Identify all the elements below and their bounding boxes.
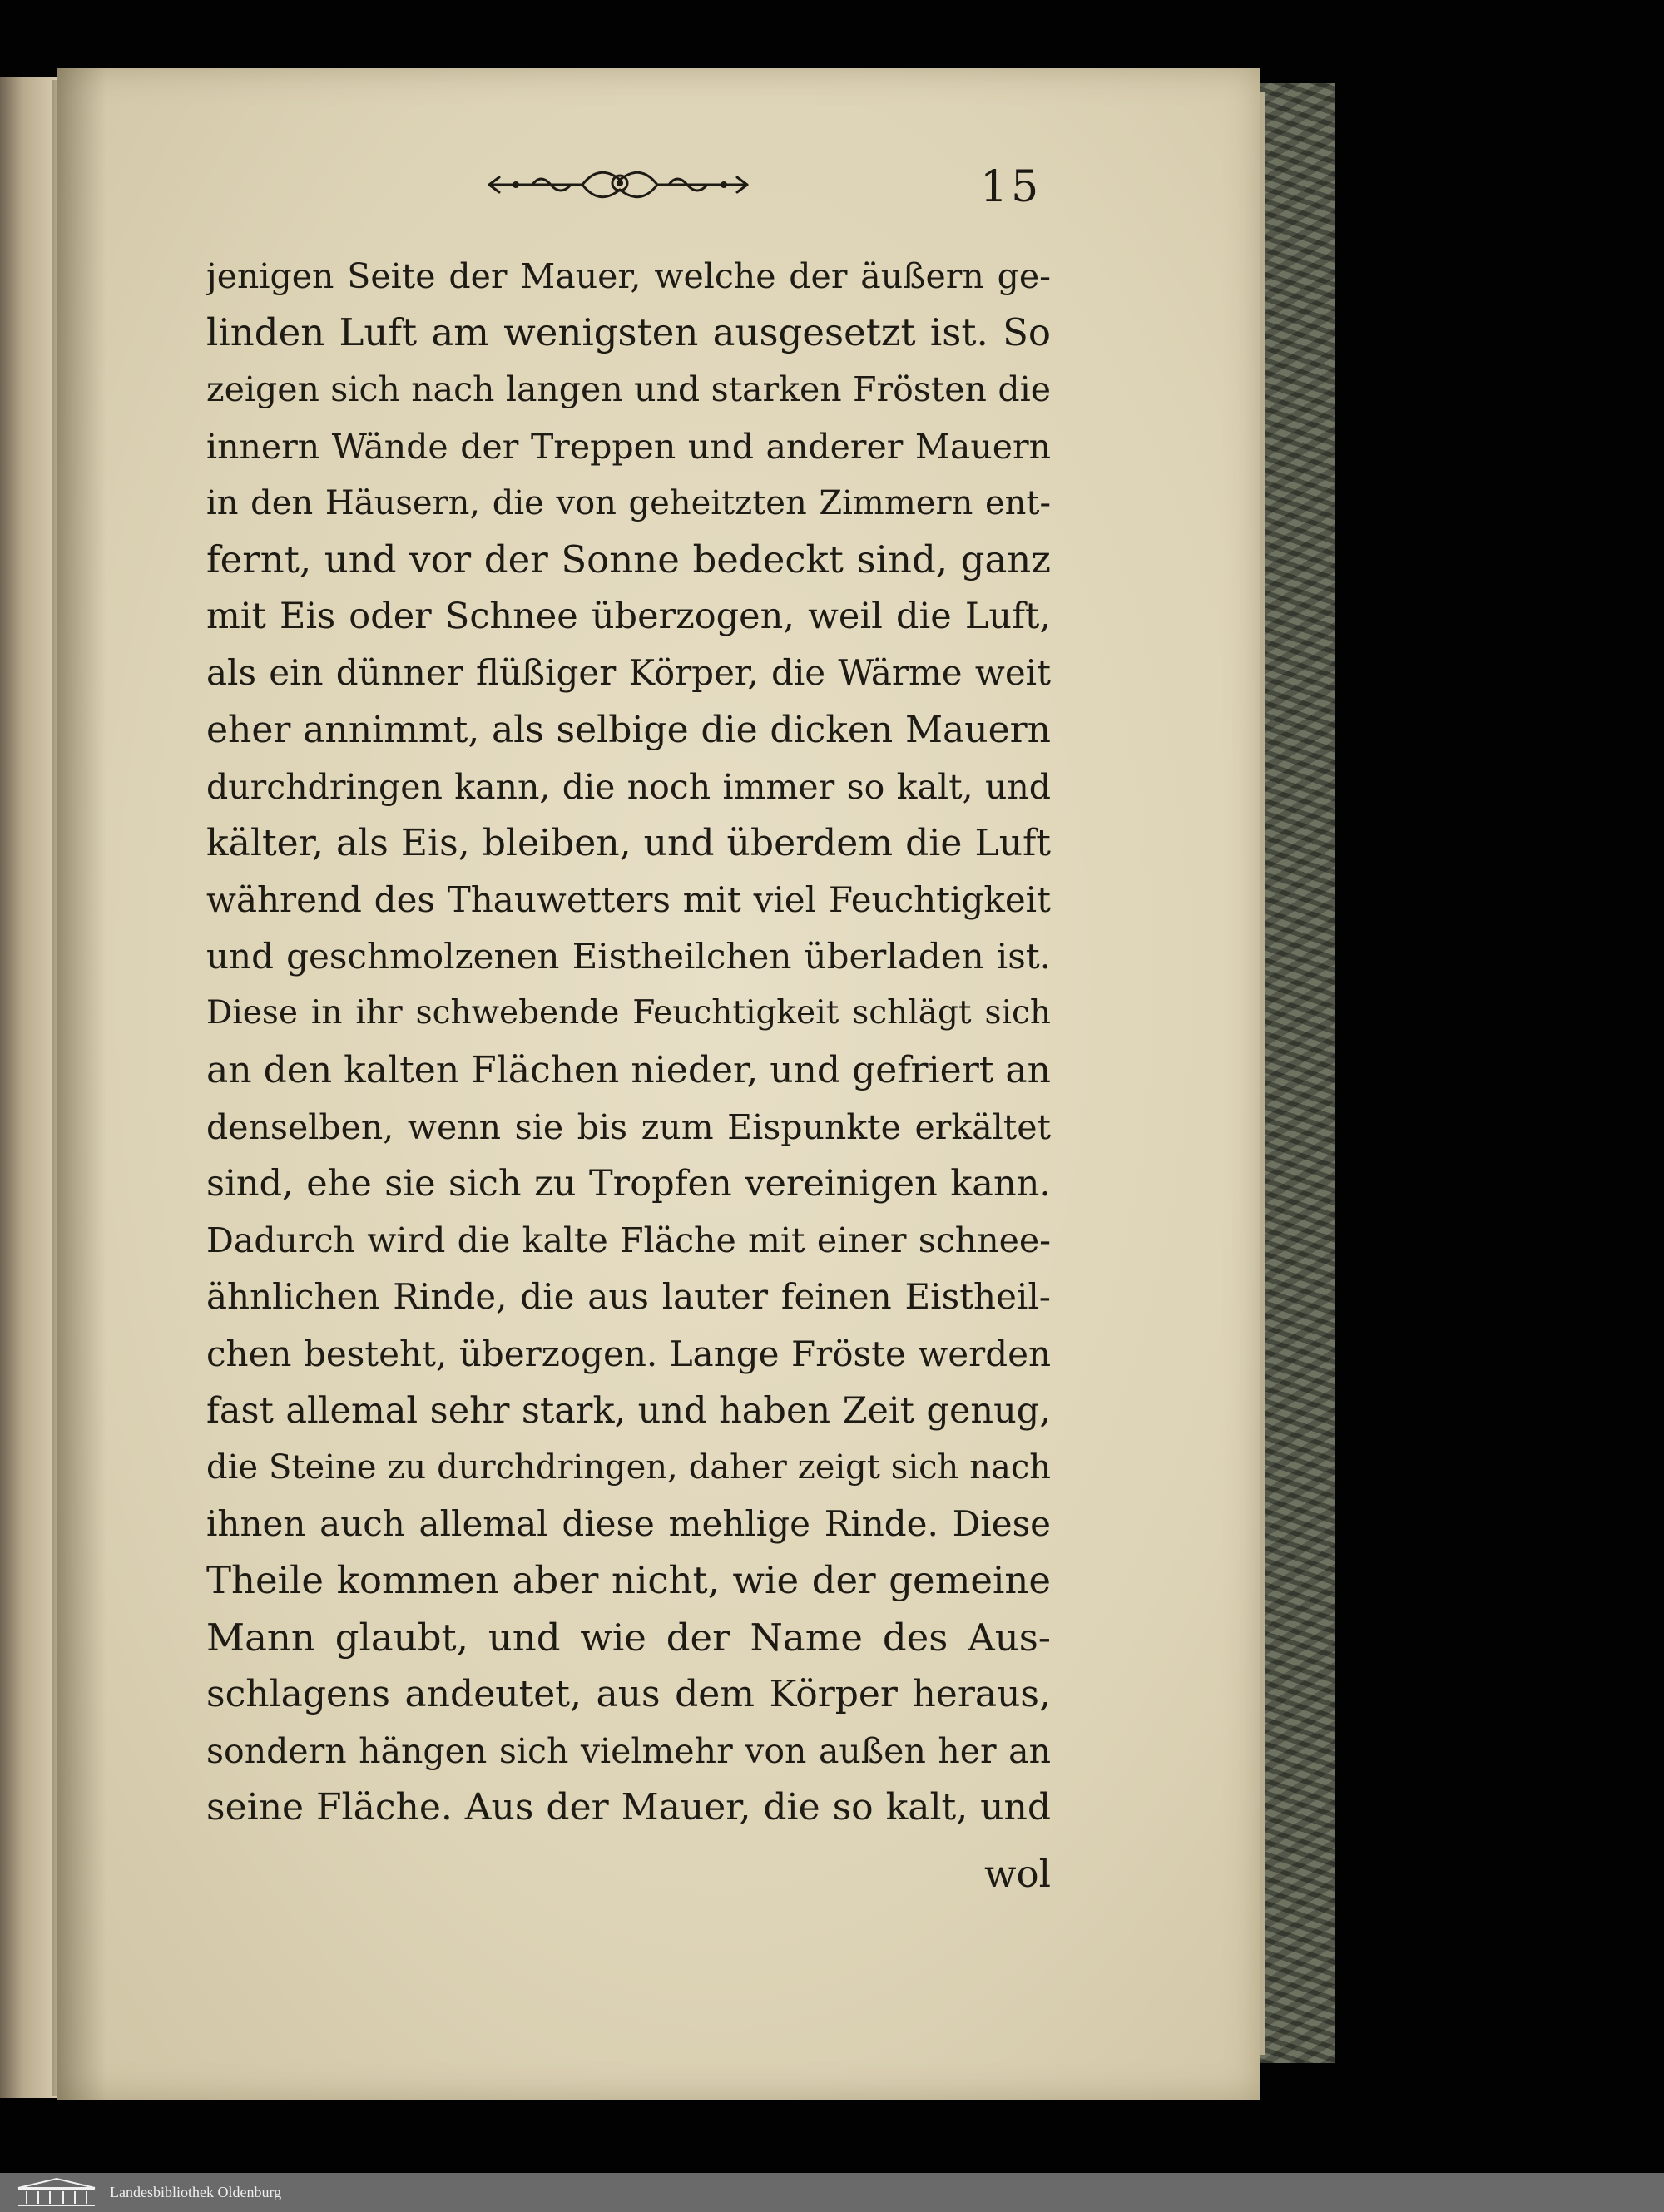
- text-line: mit Eis oder Schnee überzogen, weil die Luft,: [206, 596, 1051, 638]
- text-line: zeigen sich nach langen und starken Frösten die: [206, 369, 1051, 410]
- text-line: kälter, als Eis, bleiben, und überdem die Luft: [206, 821, 1051, 864]
- text-line: die Steine zu durchdringen, daher zeigt sich nach: [206, 1447, 1051, 1487]
- text-line: an den kalten Flächen nieder, und gefriert an: [206, 1048, 1051, 1091]
- text-line: innern Wände der Treppen und anderer Mauern: [206, 426, 1051, 467]
- text-line: seine Fläche. Aus der Mauer, die so kalt, und: [206, 1786, 1051, 1829]
- body-text: [206, 248, 1051, 1836]
- text-line: als ein dünner flüßiger Körper, die Wärme weit: [206, 652, 1051, 694]
- text-line: sondern hängen sich vielmehr von außen her an: [206, 1730, 1051, 1771]
- text-line: ähnlichen Rinde, die aus lauter feinen Eistheil-: [206, 1276, 1051, 1318]
- text-line: linden Luft am wenigsten ausgesetzt ist. So: [206, 310, 1051, 355]
- header-ornament-icon: [483, 158, 757, 208]
- text-line: ihnen auch allemal diese mehlige Rinde. Diese: [206, 1503, 1051, 1545]
- text-line: denselben, wenn sie bis zum Eispunkte erkältet: [206, 1106, 1051, 1147]
- footer-bar: [0, 2173, 1664, 2212]
- page-number: 15: [980, 162, 1042, 212]
- text-line: fast allemal sehr stark, und haben Zeit genug,: [206, 1389, 1051, 1432]
- text-line: schlagens andeutet, aus dem Körper heraus,: [206, 1672, 1051, 1715]
- catchword: wol: [983, 1852, 1051, 1896]
- text-line: eher annimmt, als selbige die dicken Mauern: [206, 708, 1051, 751]
- text-line: Dadurch wird die kalte Fläche mit einer schnee-: [206, 1220, 1051, 1261]
- book-cover-board: [1260, 83, 1335, 2063]
- text-line: in den Häusern, die von geheitzten Zimmern ent-: [206, 483, 1051, 522]
- text-line: Mann glaubt, und wie der Name des Aus-: [206, 1615, 1051, 1660]
- page-gutter-shadow: [57, 68, 106, 2100]
- text-line: und geschmolzenen Eistheilchen überladen ist.: [206, 936, 1051, 977]
- text-line: durchdringen kann, die noch immer so kalt, und: [206, 766, 1051, 807]
- text-line: Theile kommen aber nicht, wie der gemeine: [206, 1558, 1051, 1603]
- text-line: Diese in ihr schwebende Feuchtigkeit schlägt sich: [206, 994, 1051, 1032]
- library-name: Landesbibliothek Oldenburg: [110, 2184, 282, 2200]
- text-line: während des Thauwetters mit viel Feuchtigkeit: [206, 879, 1051, 921]
- text-line: jenigen Seite der Mauer, welche der äußern ge-: [206, 256, 1051, 296]
- text-line: fernt, und vor der Sonne bedeckt sind, ganz: [206, 537, 1051, 581]
- text-line: chen besteht, überzogen. Lange Fröste werden: [206, 1333, 1051, 1374]
- library-building-icon: [13, 2176, 100, 2208]
- text-line: sind, ehe sie sich zu Tropfen vereinigen kann.: [206, 1163, 1051, 1205]
